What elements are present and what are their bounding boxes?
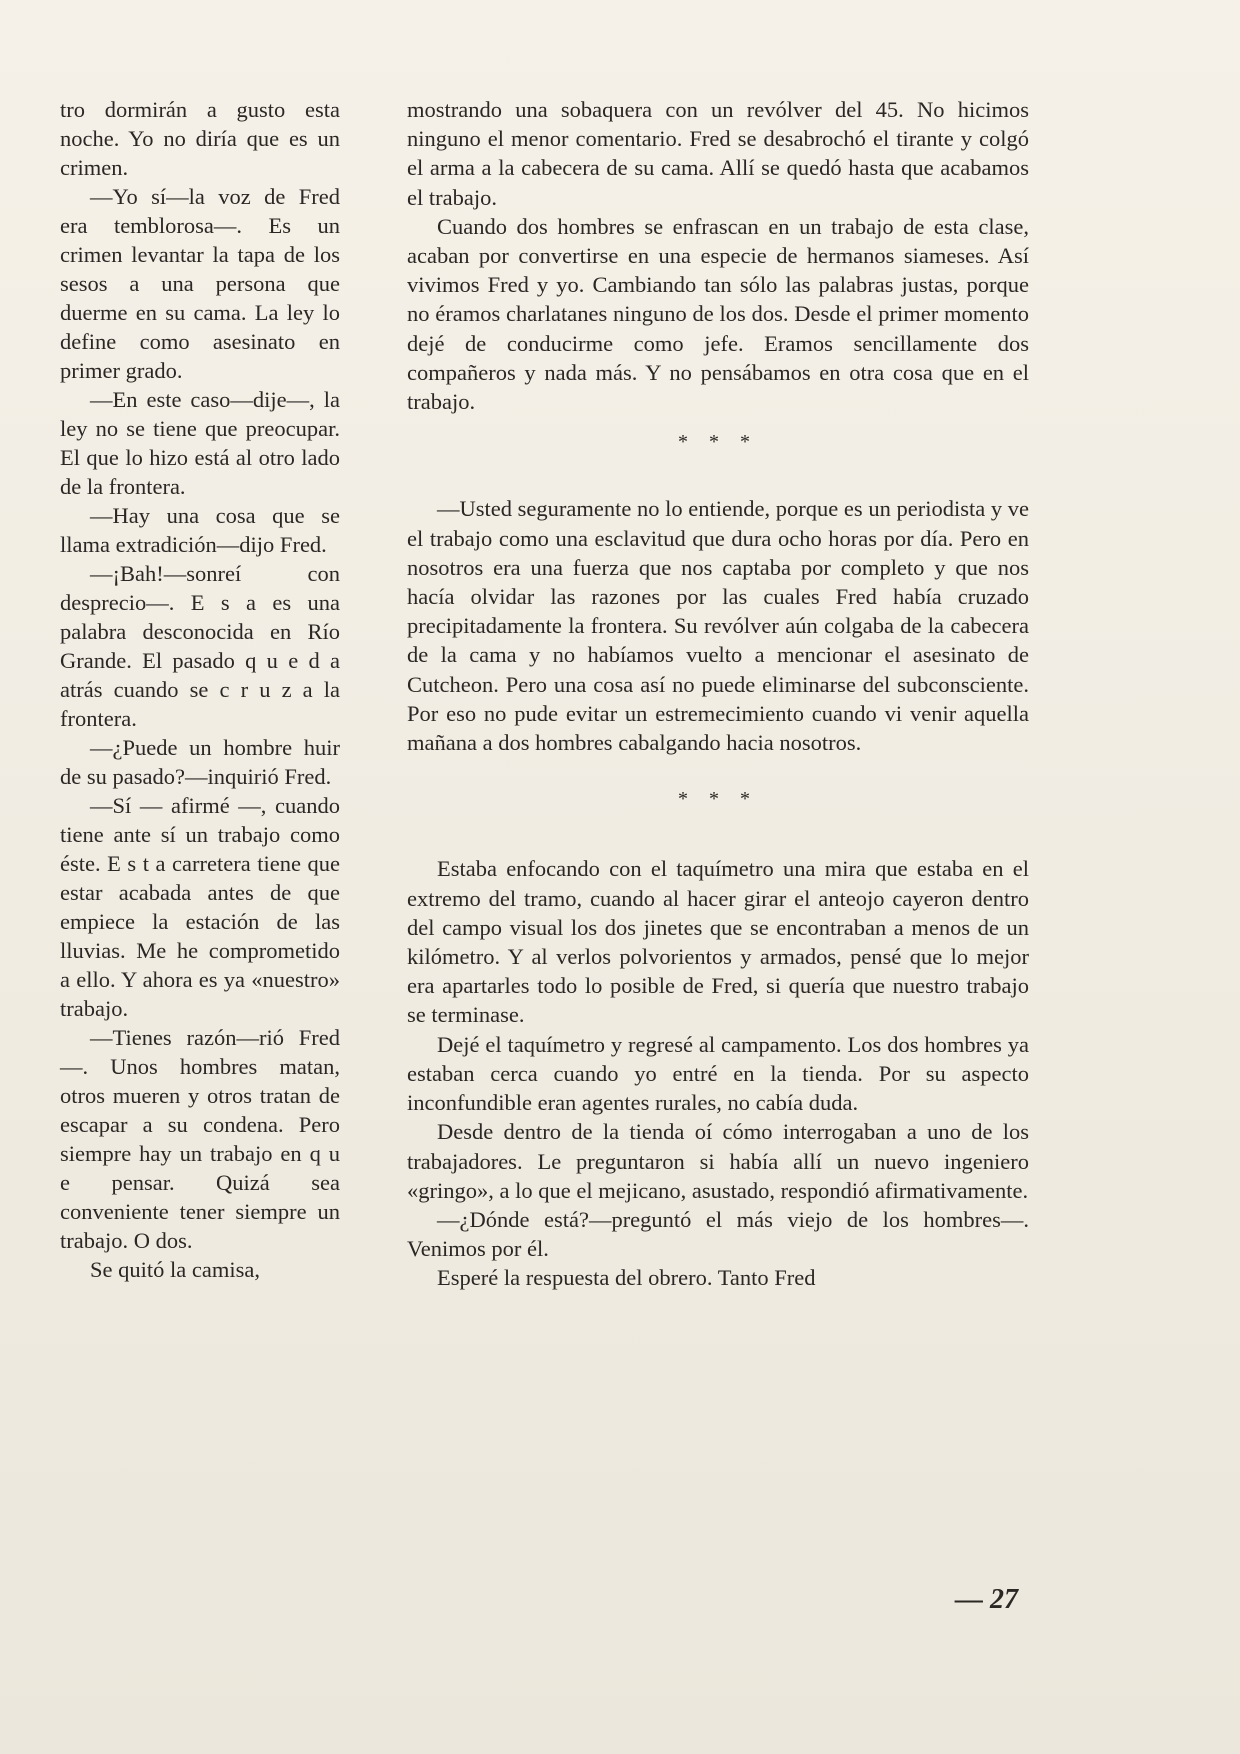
- right-column: [407, 95, 1029, 1293]
- paragraph: —Tienes razón—rió Fred—. Unos hombres matan, otros mueren y otros tratan de escapar a su condena. Pero siempre hay un trabajo en q u e pensar. Quizá sea conveniente tener siempre un trabajo. O dos.: [60, 1025, 340, 1253]
- left-column: [60, 95, 340, 1284]
- paragraph: Estaba enfocando con el taquímetro una mira que estaba en el extremo del tramo, cuando al hacer girar el anteojo cayeron dentro del campo visual los dos jinetes que se encontraban a menos de un kilómetro. Y al verlos polvorientos y armados, pensé que lo mejor era apartarles todo lo posible de Fred, si quería que nuestro trabajo se terminase.: [407, 856, 1029, 1028]
- paragraph: —¡Bah!—sonreí con desprecio—. E s a es una palabra desconocida en Río Grande. El pasado q u e d a atrás cuando se c r u z a la frontera.: [60, 561, 340, 731]
- page-number: — 27: [955, 1584, 1018, 1615]
- paragraph: Cuando dos hombres se enfrascan en un trabajo de esta clase, acaban por convertirse en una especie de hermanos siameses. Así vivimos Fred y yo. Cambiando tan sólo las palabras justas, porque no éramos charlatanes ninguno de los dos. Desde el primer momento dejé de conducirme como jefe. Eramos sencillamente dos compañeros y nada más. Y no pensábamos en otra cosa que en el trabajo.: [407, 213, 1029, 415]
- section-separator: * * *: [678, 431, 758, 454]
- paragraph: —Hay una cosa que se llama extradición—dijo Fred.: [60, 503, 340, 557]
- paragraph: tro dormirán a gusto esta noche. Yo no diría que es un crimen.: [60, 97, 340, 180]
- paragraph: —Yo sí—la voz de Fred era temblorosa—. Es un crimen levantar la tapa de los sesos a una persona que duerme en su cama. La ley lo define como asesinato en primer grado.: [60, 184, 340, 383]
- paragraph: Esperé la respuesta del obrero. Tanto Fred: [437, 1265, 816, 1291]
- paragraph: Se quitó la camisa,: [90, 1257, 260, 1282]
- paragraph: —En este caso—dije—, la ley no se tiene que preocupar. El que lo hizo está al otro lado de la frontera.: [60, 387, 340, 499]
- paragraph: —Sí — afirmé —, cuando tiene ante sí un trabajo como éste. E s t a carretera tiene que estar acabada antes de que empiece la estación de las lluvias. Me he comprometido a ello. Y ahora es ya «nuestro» trabajo.: [60, 793, 340, 1021]
- paragraph: mostrando una sobaquera con un revólver del 45. No hicimos ninguno el menor comentario. Fred se desabrochó el tirante y colgó el arma a la cabecera de su cama. Allí se quedó hasta que acabamos el trabajo.: [407, 97, 1029, 210]
- paragraph: —¿Dónde está?—preguntó el más viejo de los hombres—. Venimos por él.: [407, 1206, 1029, 1262]
- section-separator: * * *: [678, 788, 758, 811]
- paragraph: —¿Puede un hombre huir de su pasado?—inquirió Fred.: [60, 735, 340, 789]
- paragraph: —Usted seguramente no lo entiende, porque es un periodista y ve el trabajo como una esclavitud que dura ocho horas por día. Pero en nosotros era una fuerza que nos captaba por completo y que nos hacía olvidar las razones por las cuales Fred había cruzado precipitadamente la frontera. Su revólver aún colgaba de la cabecera de la cama y no habíamos vuelto a mencionar el asesinato de Cutcheon. Pero una cosa así no puede eliminarse del subconsciente. Por eso no pude evitar un estremecimiento cuando vi venir aquella mañana a dos hombres cabalgando hacia nosotros.: [407, 496, 1029, 756]
- paragraph: Desde dentro de la tienda oí cómo interrogaban a uno de los trabajadores. Le preguntaron si había allí un nuevo ingeniero «gringo», a lo que el mejicano, asustado, respondió afirmativamente.: [407, 1119, 1029, 1203]
- paragraph: Dejé el taquímetro y regresé al campamento. Los dos hombres ya estaban cerca cuando yo entré en la tienda. Por su aspecto inconfundible eran agentes rurales, no cabía duda.: [407, 1031, 1029, 1116]
